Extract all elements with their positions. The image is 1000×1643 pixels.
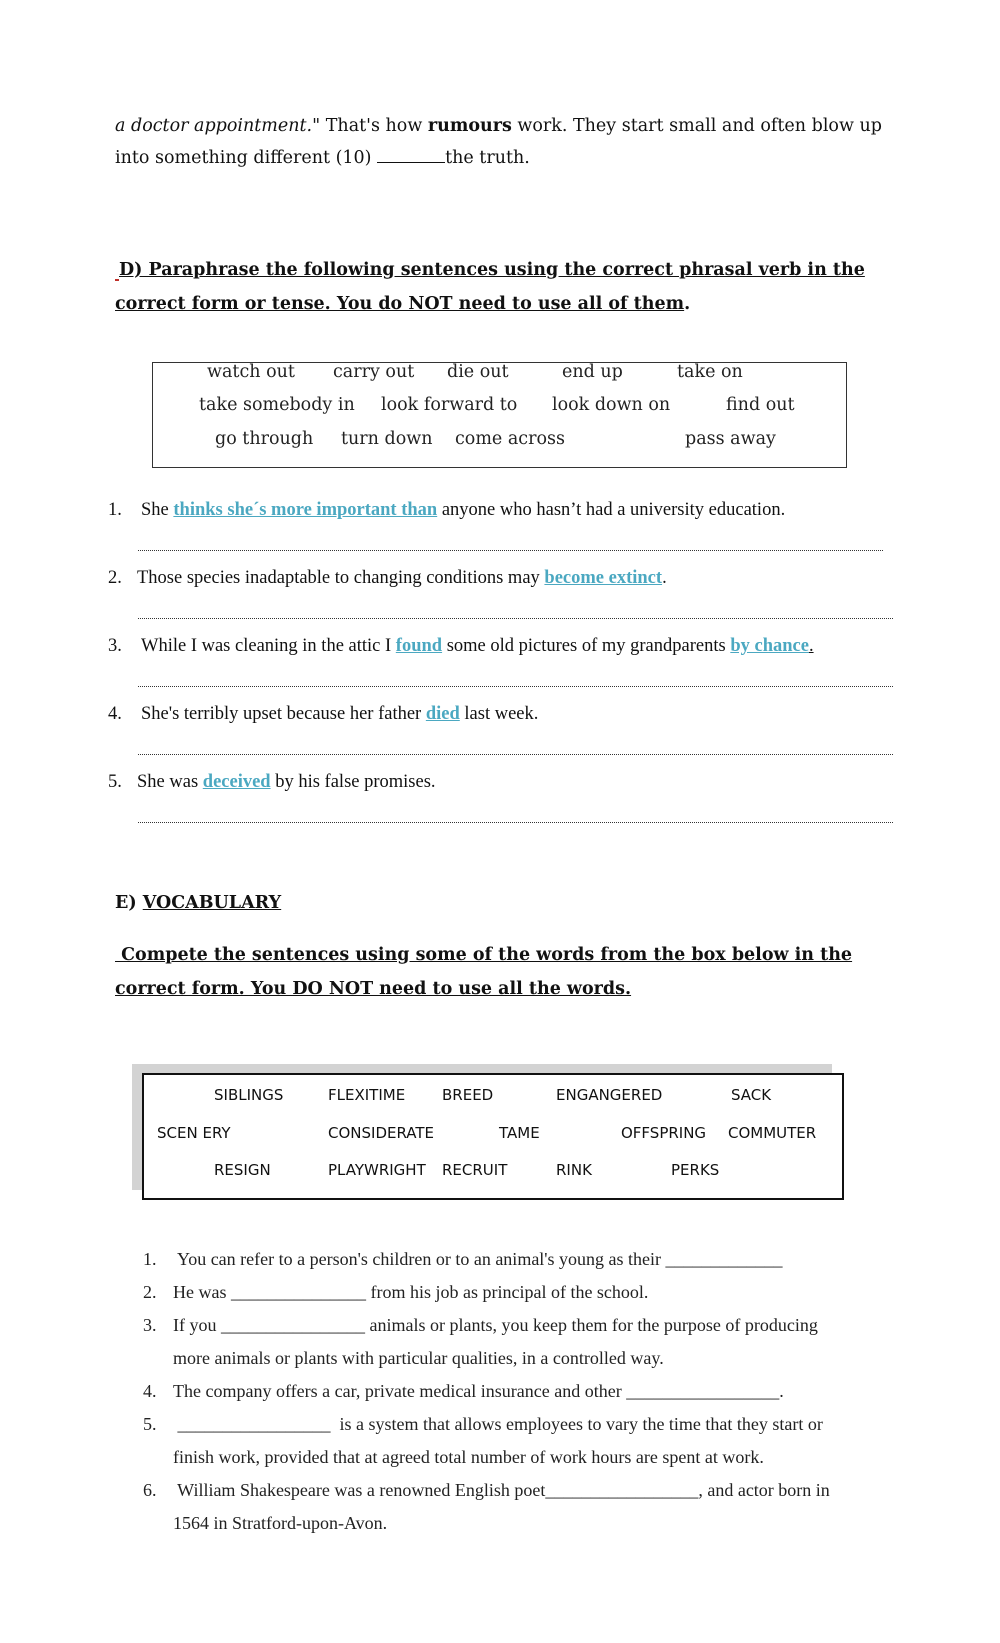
phrasal-verb: watch out [207, 362, 295, 382]
section-e-prefix: E) [115, 893, 143, 913]
answer-line[interactable] [138, 686, 893, 687]
phrasal-verb: come across [455, 429, 565, 449]
answer-line[interactable] [138, 822, 893, 823]
section-d-heading-line1: D) Paraphrase the following sentences using the correct phrasal verb in the [119, 260, 865, 280]
intro-bold-word: rumours [427, 116, 512, 136]
item-text: 1564 in Stratford-upon-Avon. [173, 1513, 388, 1533]
section-e-title [115, 886, 905, 920]
intro-text-b: work. They start small and often blow up into something different (10) [115, 116, 882, 168]
phrasal-verb: turn down [341, 429, 433, 449]
vocab-word: PERKS [671, 1161, 720, 1179]
phrasal-verb: go through [215, 429, 314, 449]
vocab-word: PLAYWRIGHT [328, 1161, 426, 1179]
item-number: 5. [108, 772, 122, 792]
intro-text-a: That's how [320, 116, 428, 136]
item-number: 6. [143, 1480, 157, 1500]
item-number: 2. [143, 1282, 157, 1302]
vocab-word: OFFSPRING [621, 1124, 707, 1142]
phrasal-verb: take somebody in [199, 395, 355, 415]
intro-text-c: the truth. [445, 148, 530, 168]
item-text: William Shakespeare was a renowned English poet_________________, and actor born in [173, 1480, 830, 1500]
vocab-word: RECRUIT [442, 1161, 508, 1179]
phrasal-verb: pass away [685, 429, 776, 449]
vocab-word: RESIGN [214, 1161, 271, 1179]
vocab-word: COMMUTER [728, 1124, 817, 1142]
vocab-word: SACK [731, 1086, 772, 1104]
answer-line[interactable] [138, 618, 893, 619]
vocab-word: FLEXITIME [328, 1086, 406, 1104]
vocab-word: TAME [499, 1124, 540, 1142]
item-number: 3. [108, 636, 122, 656]
item-number: 1. [143, 1249, 157, 1269]
phrasal-verb: take on [677, 362, 743, 382]
vocab-word: SCEN ERY [157, 1124, 231, 1142]
vocab-word: RINK [556, 1161, 592, 1179]
section-d-heading-line2: correct form or tense. You do NOT need to use all of them [115, 294, 685, 314]
highlighted-phrase: deceived [202, 772, 271, 792]
item-number: 4. [108, 704, 122, 724]
item-text: She was deceived by his false promises. [137, 772, 436, 792]
phrasal-verb: find out [726, 395, 795, 415]
section-e-title-text: VOCABULARY [142, 893, 282, 913]
item-text: She's terribly upset because her father died last week. [141, 704, 539, 724]
highlighted-phrase: thinks she´s more important than [173, 500, 438, 520]
highlighted-phrase: become extinct [544, 568, 663, 588]
answer-blank[interactable] [377, 148, 445, 163]
highlighted-phrase: died [425, 704, 460, 724]
item-text: She thinks she´s more important than anyone who hasn’t had a university education. [141, 500, 786, 520]
phrasal-verb: die out [447, 362, 509, 382]
answer-line[interactable] [138, 754, 893, 755]
item-text: more animals or plants with particular qualities, in a controlled way. [173, 1348, 664, 1368]
highlighted-phrase: by chance [730, 636, 809, 656]
answer-line[interactable] [138, 550, 883, 551]
section-e-instr-line2: correct form. You DO NOT need to use all the words. [115, 979, 632, 999]
item-text: The company offers a car, private medical insurance and other _________________. [173, 1381, 784, 1401]
highlighted-phrase: found [395, 636, 443, 656]
vocab-word: SIBLINGS [214, 1086, 284, 1104]
item-number: 1. [108, 500, 122, 520]
section-d-heading-period: . [684, 294, 691, 314]
item-text: He was _______________ from his job as principal of the school. [173, 1282, 649, 1302]
intro-paragraph [115, 110, 915, 174]
item-number: 4. [143, 1381, 157, 1401]
phrasal-verb: look down on [552, 395, 671, 415]
item-text: If you ________________ animals or plants, you keep them for the purpose of producing [173, 1315, 818, 1335]
section-d-heading [115, 253, 905, 321]
vocab-word: ENGANGERED [556, 1086, 663, 1104]
word-box [142, 1073, 844, 1200]
item-number: 2. [108, 568, 122, 588]
item-number: 5. [143, 1414, 157, 1434]
phrasal-verb: carry out [333, 362, 415, 382]
item-text: Those species inadaptable to changing conditions may become extinct. [137, 568, 667, 588]
intro-italic: a doctor appointment." [115, 116, 321, 136]
phrasal-verb: look forward to [381, 395, 518, 415]
vocab-word: BREED [442, 1086, 494, 1104]
vocab-word: CONSIDERATE [328, 1124, 435, 1142]
section-e-instr-line1: Compete the sentences using some of the words from the box below in the [115, 945, 853, 965]
item-number: 3. [143, 1315, 157, 1335]
phrasal-verb-box [152, 362, 847, 468]
item-text: You can refer to a person's children or to an animal's young as their _____________ [177, 1249, 783, 1269]
section-e-instructions [115, 938, 905, 1006]
phrasal-verb: end up [562, 362, 623, 382]
item-text: While I was cleaning in the attic I found some old pictures of my grandparents by chance. [141, 636, 814, 656]
item-text: finish work, provided that at agreed total number of work hours are spent at work. [173, 1447, 764, 1467]
item-text: _________________ is a system that allows employees to vary the time that they start or [173, 1414, 823, 1434]
